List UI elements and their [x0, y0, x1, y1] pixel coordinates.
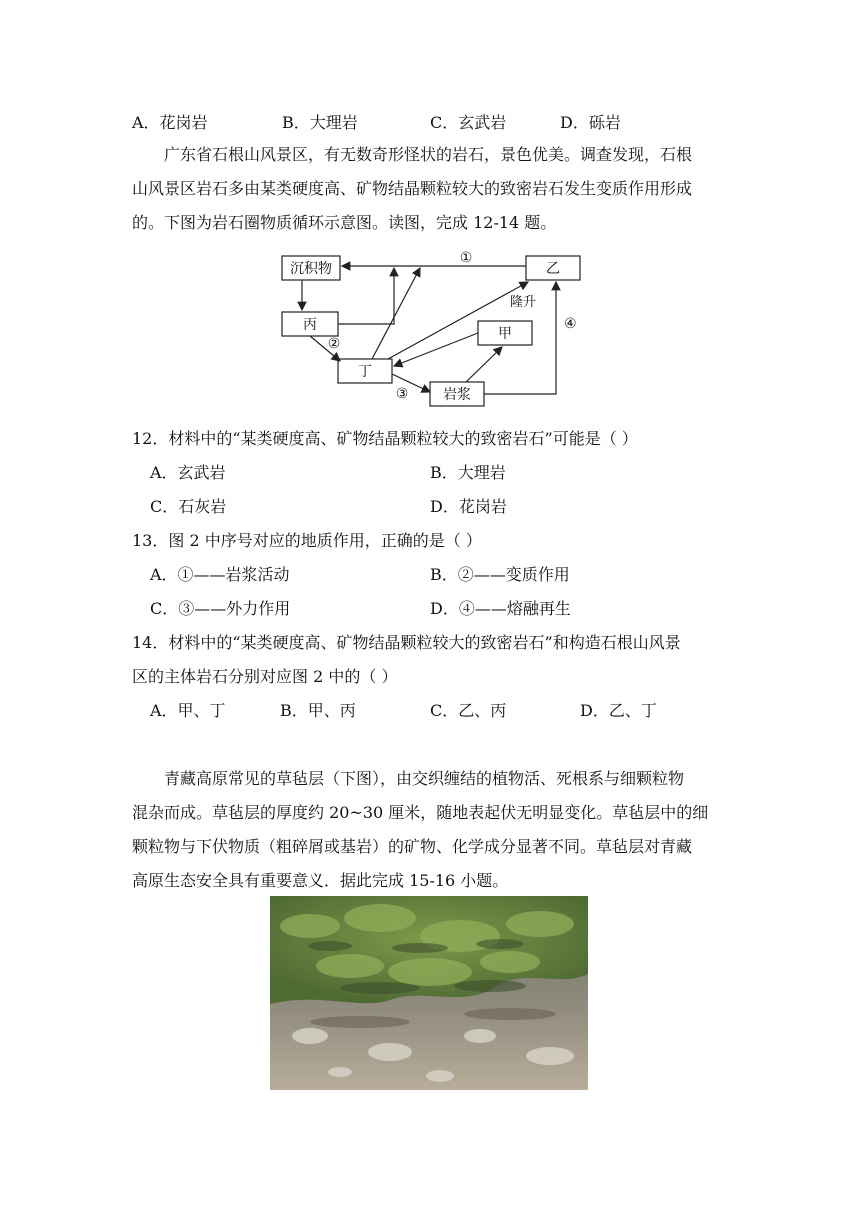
label-2: ②: [327, 336, 341, 352]
label-4: ④: [564, 316, 577, 332]
intro-line: 高原生态安全具有重要意义．据此完成 15-16 小题。: [132, 871, 509, 890]
q13-option-a: A．①——岩浆活动: [150, 565, 290, 584]
q13-option-b: B．②——变质作用: [430, 565, 570, 584]
q14-option-d: D．乙、丁: [580, 701, 657, 720]
arrow-bing-up: [338, 268, 394, 324]
q12-option-c: C．石灰岩: [150, 497, 227, 516]
prev-option-a: A．花岗岩: [132, 113, 208, 132]
q13-stem: 13．图 2 中序号对应的地质作用，正确的是（ ）: [132, 531, 482, 550]
intro-line: 广东省石根山风景区，有无数奇形怪状的岩石，景色优美。调查发现，石根: [164, 145, 693, 164]
prev-option-c: C．玄武岩: [430, 113, 507, 132]
intro-line: 的。下图为岩石圈物质循环示意图。读图，完成 12-14 题。: [132, 213, 557, 232]
intro-paragraph-rock: [132, 138, 732, 240]
box-magma-label: 岩浆: [443, 387, 471, 403]
q12-stem: 12．材料中的“某类硬度高、矿物结晶颗粒较大的致密岩石”可能是（ ）: [132, 429, 638, 448]
q13-option-d: D．④——熔融再生: [430, 599, 571, 618]
q13-option-c: C．③——外力作用: [150, 599, 291, 618]
intro-line: 颗粒物与下伏物质（粗碎屑或基岩）的矿物、化学成分显著不同。草毡层对青藏: [132, 837, 693, 856]
rock-cycle-diagram: [270, 248, 600, 410]
q12-option-d: D．花岗岩: [430, 497, 507, 516]
box-ding-label: 丁: [358, 364, 372, 380]
arrow-magma-jia: [466, 347, 502, 382]
label-1: ①: [459, 250, 473, 266]
q14-option-a: A．甲、丁: [150, 701, 226, 720]
prev-option-b: B．大理岩: [282, 113, 358, 132]
q14-stem-line1: 14．材料中的“某类硬度高、矿物结晶颗粒较大的致密岩石”和构造石根山风景: [132, 633, 681, 652]
box-sediment-label: 沉积物: [290, 261, 332, 277]
q12-option-a: A．玄武岩: [150, 463, 226, 482]
arrow-jia-ding: [394, 333, 478, 366]
q14-stem-line2: 区的主体岩石分别对应图 2 中的（ ）: [132, 667, 398, 686]
box-bing-label: 丙: [303, 317, 317, 333]
q12-option-b: B．大理岩: [430, 463, 506, 482]
box-yi-label: 乙: [546, 261, 560, 277]
prev-option-d: D．砾岩: [560, 113, 621, 132]
label-3: ③: [395, 386, 409, 402]
intro-paragraph-turf: [132, 762, 732, 898]
q14-option-b: B．甲、丙: [280, 701, 356, 720]
box-jia-label: 甲: [498, 326, 512, 342]
intro-line: 混杂而成。草毡层的厚度约 20~30 厘米，随地表起伏无明显变化。草毡层中的细: [132, 803, 709, 822]
label-uplift: 隆升: [510, 295, 537, 310]
turf-layer-photo: [270, 896, 588, 1090]
intro-line: 山风景区岩石多由某类硬度高、矿物结晶颗粒较大的致密岩石发生变质作用形成: [132, 179, 693, 198]
q14-option-c: C．乙、丙: [430, 701, 507, 720]
intro-line: 青藏高原常见的草毡层（下图），由交织缠结的植物活、死根系与细颗粒物: [164, 769, 685, 788]
